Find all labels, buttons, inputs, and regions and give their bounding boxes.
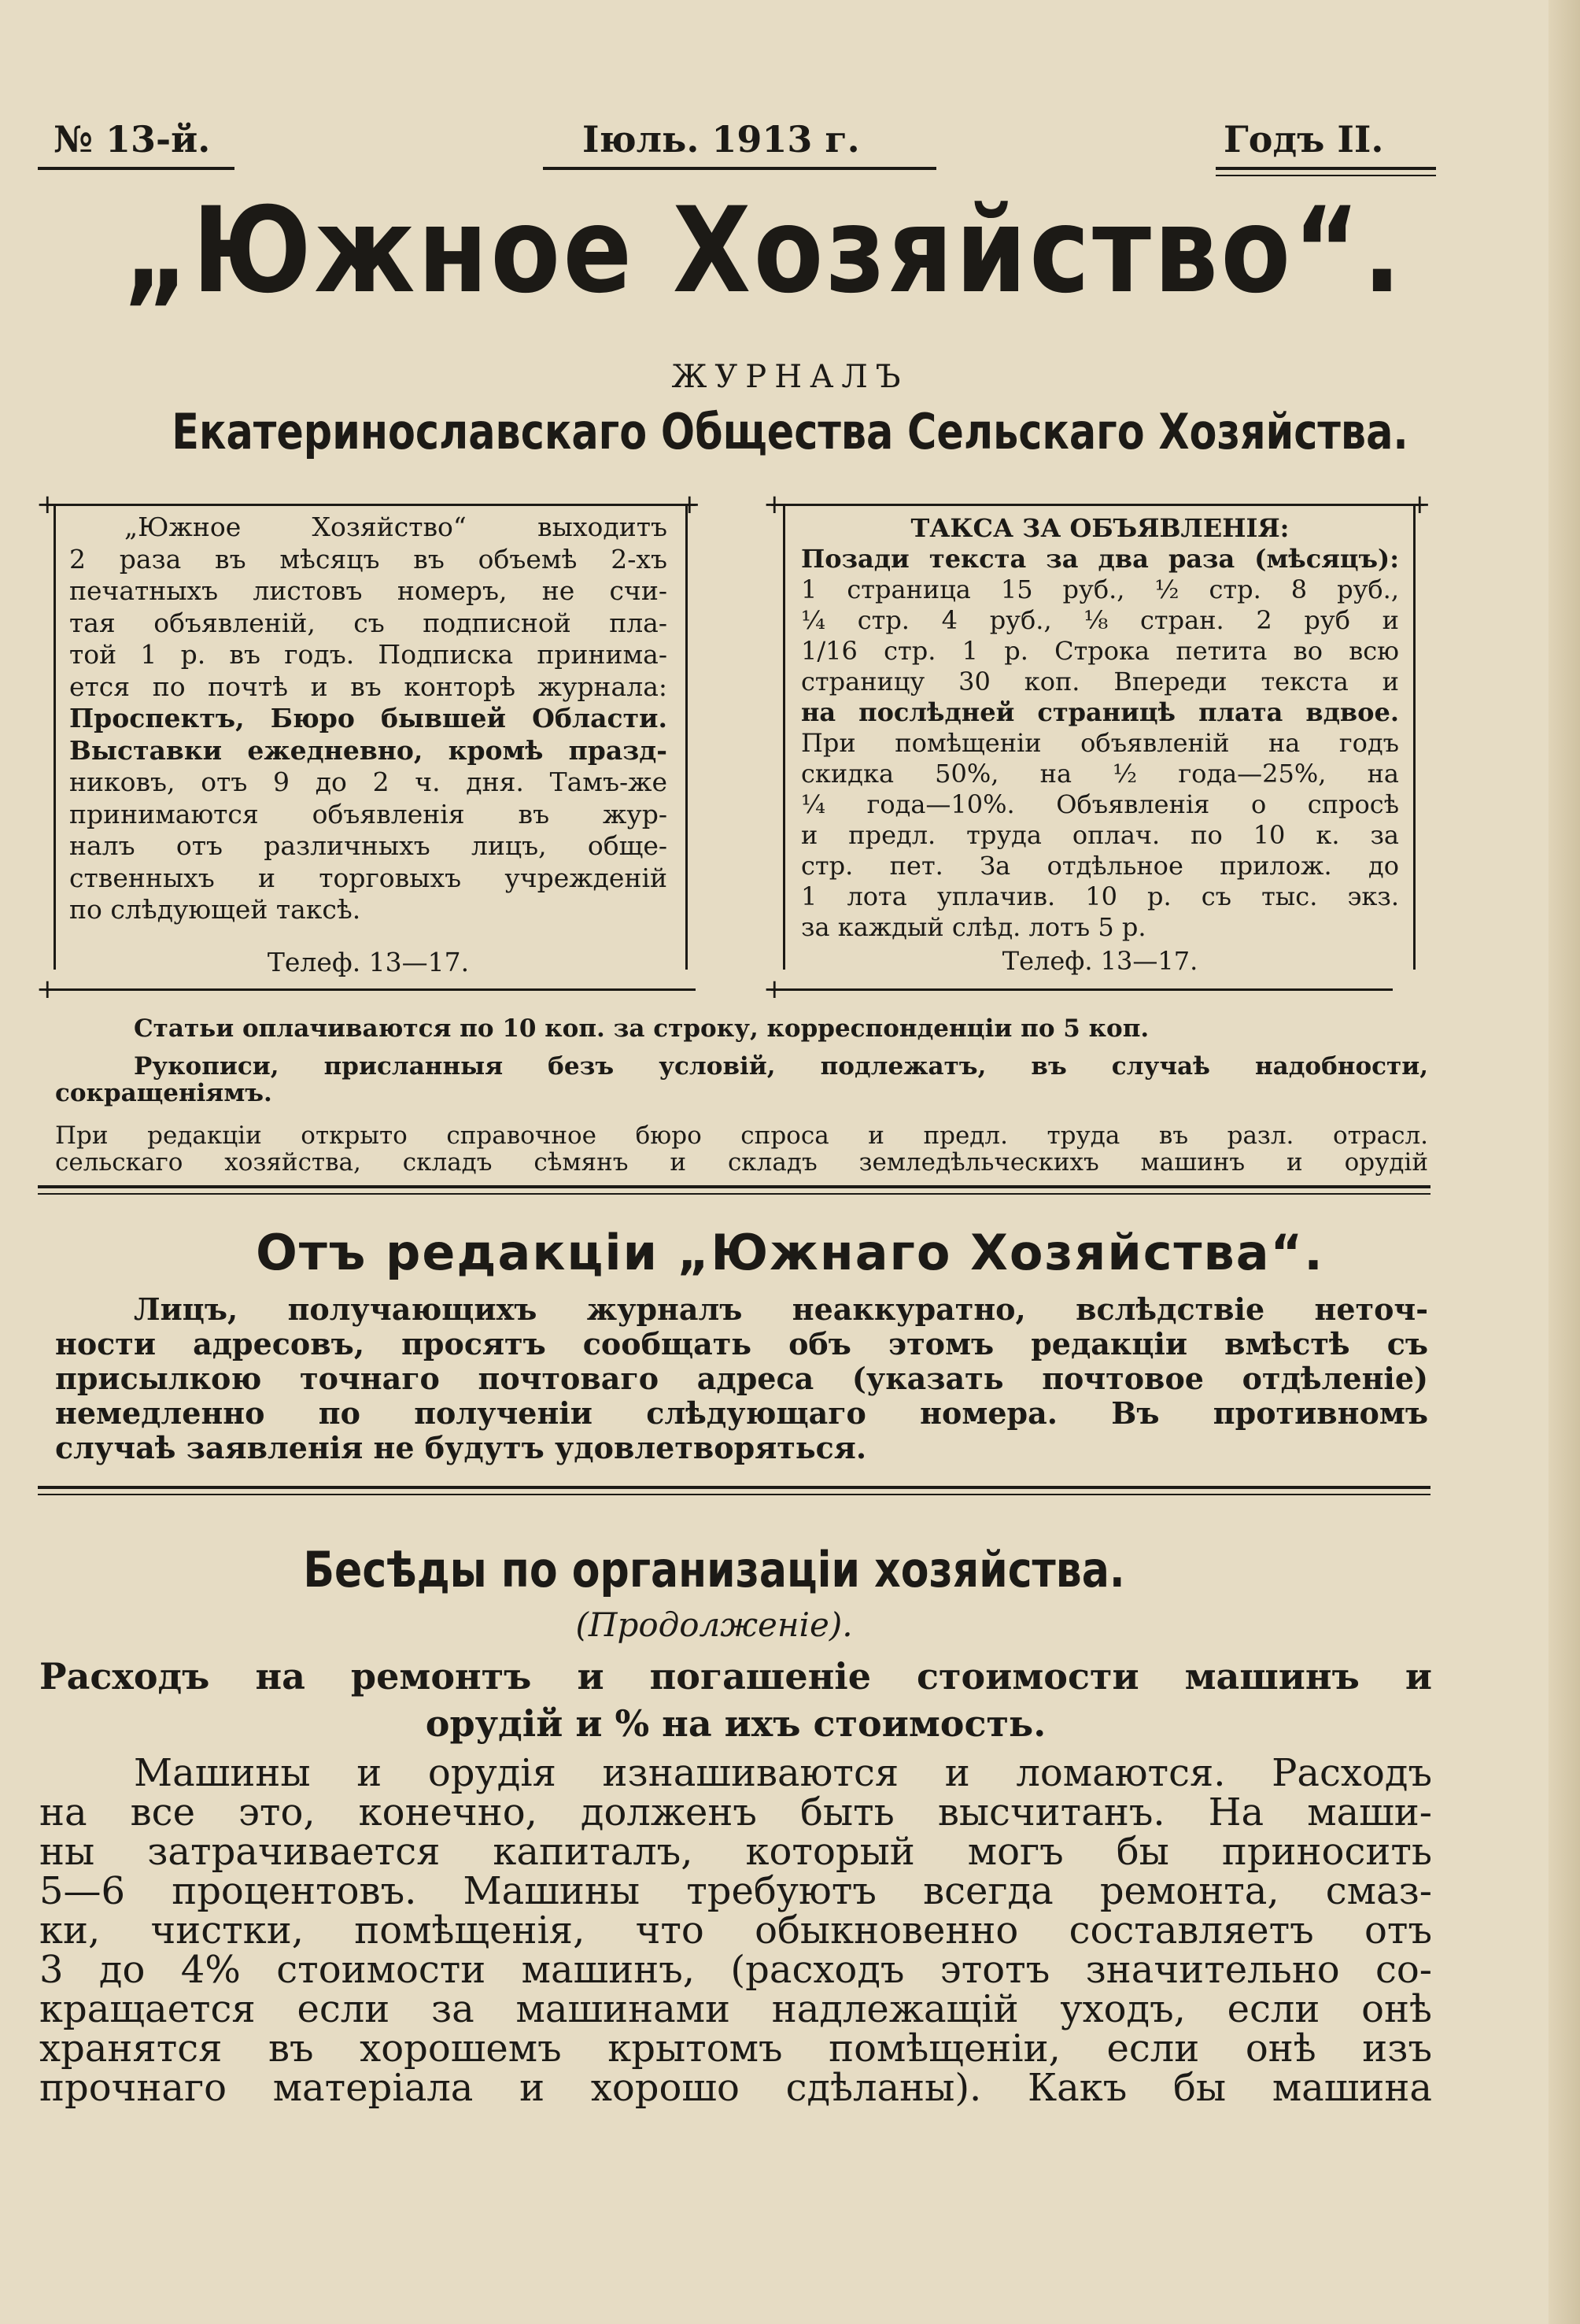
editorial-heading: Отъ редакціи „Южнаго Хозяйства“. [256,1224,1324,1281]
subscription-line: Проспектъ, Бюро бывшей Области. [69,703,667,733]
subscription-line: по слѣдующей таксѣ. [69,894,361,925]
subscription-line: печатныхъ листовъ номеръ, не счи- [69,575,667,606]
body-line: прочнаго матеріала и хорошо сдѣланы). Какъ бы машина [39,2066,1432,2110]
issue-underline [38,167,234,170]
subscription-line: той 1 р. въ годъ. Подписка принима- [69,639,667,670]
ads-line: на послѣдней страницѣ плата вдвое. [801,697,1399,727]
corner-ornament: + [1408,489,1431,520]
ads-line: 1 лота уплачив. 10 р. съ тыс. экз. [801,881,1399,911]
body-line: 3 до 4% стоимости машинъ, (расходъ этотъ значительно со- [39,1948,1432,1992]
manuscripts-line: Рукописи, присланныя безъ условій, подлежатъ, въ случаѣ надобности, [134,1052,1428,1081]
ads-line: ¼ стр. 4 руб., ⅛ стран. 2 руб и [801,605,1399,635]
section-divider [38,1486,1430,1489]
masthead-society: Екатеринославскаго Общества Сельскаго Хозяйства. [172,403,1408,460]
corner-ornament: + [678,489,701,520]
subscription-line: „Южное Хозяйство“ выходитъ [124,512,667,542]
ads-line: страницу 30 коп. Впереди текста и [801,667,1399,696]
article-continued: (Продолженіе). [575,1605,853,1644]
page-edge [1549,0,1580,2324]
subheading-line: орудій и % на ихъ стоимость. [425,1702,1047,1745]
editorial-line: ности адресовъ, просятъ сообщать объ этомъ редакціи вмѣстѣ съ [55,1326,1428,1362]
ads-line: 1/16 стр. 1 р. Строка петита во всю [801,636,1399,666]
corner-ornament: + [763,489,786,520]
year-underline [1216,167,1436,170]
article-subheading [39,1653,1432,1747]
body-line: кращается если за машинами надлежащій уходъ, если онѣ [39,1987,1432,2031]
ads-line: за каждый слѣд. лотъ 5 р. [801,912,1146,942]
bureau-line: При редакціи открыто справочное бюро спроса и предл. труда въ разл. отрасл. [55,1121,1428,1150]
ads-heading: ТАКСА ЗА ОБЪЯВЛЕНІЯ: [910,513,1290,543]
subscription-line: никовъ, отъ 9 до 2 ч. дня. Тамъ-же [69,767,667,797]
corner-ornament: + [36,489,59,520]
issue-year: Годъ II. [1224,118,1384,161]
ads-text [801,513,1399,977]
editorial-line: немедленно по полученіи слѣдующаго номера. Въ противномъ [55,1395,1428,1431]
ads-line: и предл. труда оплач. по 10 к. за [801,820,1399,850]
corner-ornament: + [763,974,786,1005]
issue-date: Іюль. 1913 г. [582,118,860,161]
bureau-note [55,1122,1428,1176]
body-line: ны затрачивается капиталъ, который могъ бы приносить [39,1830,1432,1874]
editorial-line: Лицъ, получающихъ журналъ неаккуратно, вслѣдствіе неточ- [134,1291,1428,1327]
subscription-box-bottom [46,988,696,991]
subscription-text [69,512,667,978]
manuscripts-note [55,1053,1428,1107]
bureau-line: сельскаго хозяйства, складъ сѣмянъ и складъ земледѣльческихъ машинъ и орудій [55,1148,1428,1177]
article-heading: Бесѣды по организаціи хозяйства. [303,1541,1125,1598]
editorial-line: случаѣ заявленія не будутъ удовлетворяться. [55,1430,867,1465]
masthead-title: „Южное Хозяйство“. [123,183,1405,320]
subscription-line: налъ отъ различныхъ лицъ, обще- [69,830,667,861]
ads-box-bottom [771,988,1393,991]
issue-number: № 13-й. [54,118,211,161]
ads-line: При помѣщеніи объявленій на годъ [801,728,1399,758]
payment-note-text: Статьи оплачиваются по 10 коп. за строку, корреспонденціи по 5 коп. [134,1014,1150,1043]
section-divider [38,1185,1430,1188]
subscription-line: Выставки ежедневно, кромѣ празд- [69,734,667,766]
subscription-phone: Телеф. 13—17. [267,946,470,977]
subheading-line: Расходъ на ремонтъ и погашеніе стоимости машинъ и [39,1655,1432,1698]
subscription-line: ственныхъ и торговыхъ учрежденій [69,862,667,893]
subscription-line: тая объявленій, съ подписной пла- [69,607,667,638]
ads-phone: Телеф. 13—17. [1002,946,1198,976]
editorial-body [55,1292,1428,1465]
ads-line: ¼ года—10%. Объявленія о спросѣ [801,789,1399,819]
body-line: ки, чистки, помѣщенія, что обыкновенно составляетъ отъ [39,1908,1432,1953]
body-line: 5—6 процентовъ. Машины требуютъ всегда ремонта, смаз- [39,1869,1432,1913]
body-line: на все это, конечно, долженъ быть высчитанъ. На маши- [39,1790,1432,1834]
masthead-journal-label: ЖУРНАЛЪ [671,359,909,395]
corner-ornament: + [36,974,59,1005]
date-underline [543,167,936,170]
article-body [39,1753,1432,2108]
year-underline-2 [1216,175,1436,176]
section-divider-2 [38,1193,1430,1195]
ads-line: стр. пет. За отдѣльное прилож. до [801,851,1399,881]
ads-line: Позади текста за два раза (мѣсяцъ): [801,544,1399,574]
section-divider-2 [38,1494,1430,1495]
ads-line: 1 страница 15 руб., ½ стр. 8 руб., [801,575,1399,604]
body-line: Машины и орудія изнашиваются и ломаются. Расходъ [134,1751,1432,1795]
editorial-line: присылкою точнаго почтоваго адреса (указать почтовое отдѣленіе) [55,1361,1428,1396]
subscription-line: принимаются объявленія въ жур- [69,798,667,829]
manuscripts-line: сокращеніямъ. [55,1079,272,1107]
ads-line: скидка 50%, на ½ года—25%, на [801,759,1399,789]
body-line: хранятся въ хорошемъ крытомъ помѣщеніи, если онѣ изъ [39,2027,1432,2071]
subscription-line: 2 раза въ мѣсяцъ въ объемѣ 2-хъ [69,543,667,575]
payment-note [55,1015,1428,1042]
subscription-line: ется по почтѣ и въ конторѣ журнала: [69,671,667,702]
